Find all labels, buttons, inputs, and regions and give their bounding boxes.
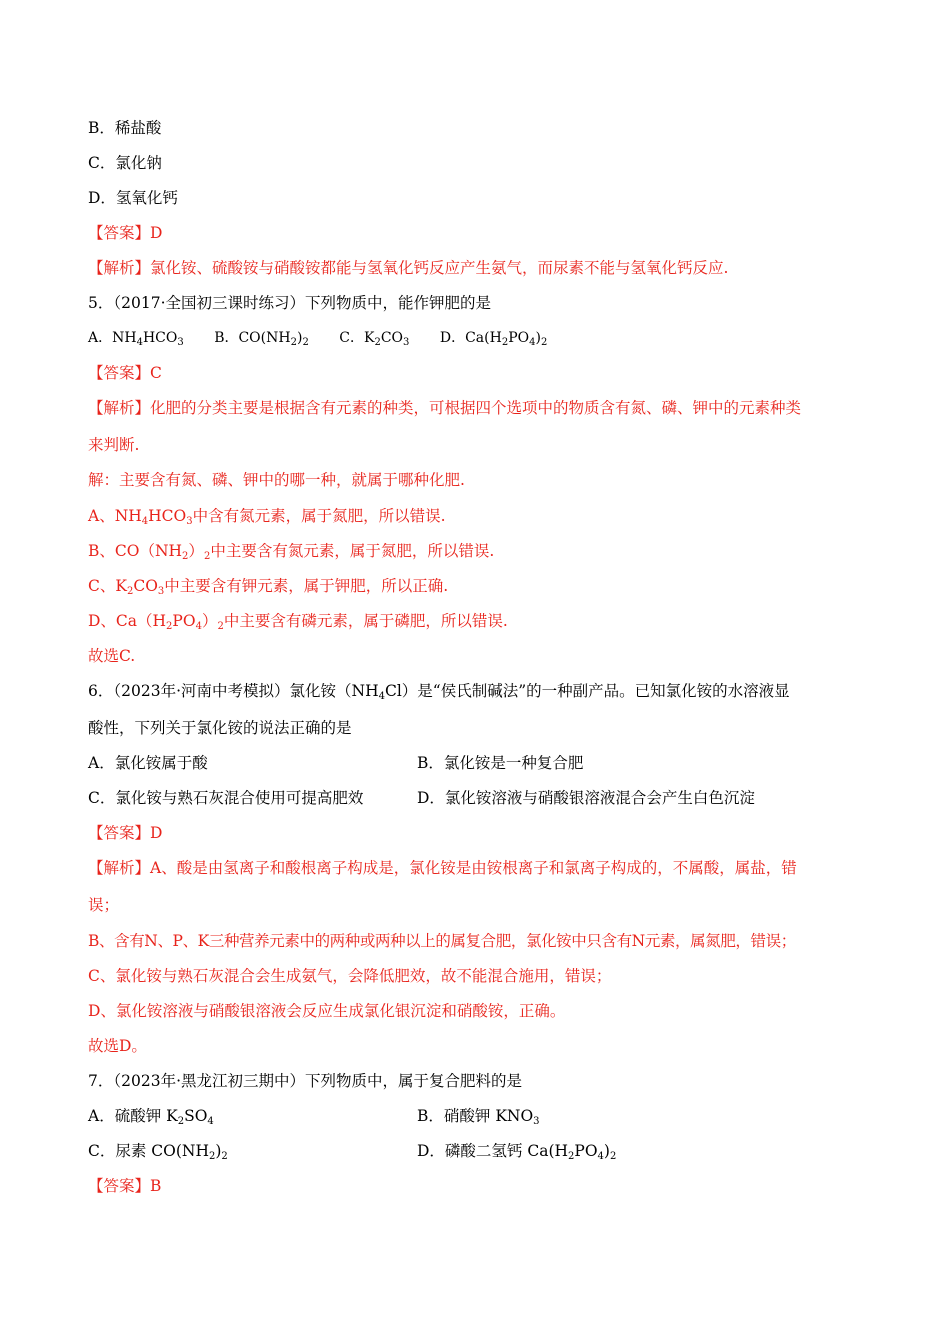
q4-analysis: 【解析】氯化铵、硫酸铵与硝酸铵都能与氢氧化钙反应产生氨气，而尿素不能与氢氧化钙反应. bbox=[88, 259, 729, 277]
q5-reason-a: A、$NH_4HCO_3$中含有氮元素，属于氮肥，所以错误. bbox=[88, 507, 446, 527]
q5-option-b: B．$CO(NH_2)_2$ bbox=[214, 330, 309, 348]
q5-analysis-line2: 来判断. bbox=[88, 436, 140, 454]
q6-analysis-line2: 误； bbox=[88, 896, 120, 914]
q6-analysis-b: B、含有N、P、K三种营养元素中的两种或两种以上的属复合肥，氯化铵中只含有N元素，属氮肥，错误； bbox=[88, 932, 796, 950]
q5-option-d: D．$Ca(H_2PO_4)_2$ bbox=[439, 330, 548, 348]
q6-option-a: A．氯化铵属于酸 bbox=[88, 754, 208, 772]
q6-stem-line1: 6．（2023年·河南中考模拟）氯化铵$(NH_4Cl)$是“侯氏制碱法”的一种副产品。已知氯化铵的水溶液显 bbox=[88, 682, 790, 702]
q5-option-c: C．$K_2CO_3$ bbox=[339, 330, 410, 348]
q5-reason-d: D、$Ca(H_2PO_4)_2$中主要含有磷元素，属于磷肥，所以错误. bbox=[88, 612, 508, 632]
q7-stem: 7．（2023年·黑龙江初三期中）下列物质中，属于复合肥料的是 bbox=[88, 1072, 523, 1090]
q5-answer: 【答案】C bbox=[88, 364, 162, 382]
q4-answer: 【答案】D bbox=[88, 224, 163, 242]
q6-conclusion: 故选D。 bbox=[88, 1037, 147, 1055]
q7-option-a: A．硫酸钾 $K_2SO_4$ bbox=[88, 1107, 214, 1127]
q5-conclusion: 故选C. bbox=[88, 647, 136, 665]
q4-option-c: C．氯化钠 bbox=[88, 154, 162, 172]
q5-option-a: A．$NH_4HCO_3$ bbox=[88, 330, 184, 348]
q7-option-c: C．尿素 $CO(NH_2)_2$ bbox=[88, 1142, 228, 1162]
q7-answer: 【答案】B bbox=[88, 1177, 162, 1195]
q6-stem-line2: 酸性，下列关于氯化铵的说法正确的是 bbox=[88, 719, 352, 737]
q6-option-c: C．氯化铵与熟石灰混合使用可提高肥效 bbox=[88, 789, 364, 807]
q6-analysis-d: D、氯化铵溶液与硝酸银溶液会反应生成氯化银沉淀和硝酸铵，正确。 bbox=[88, 1002, 566, 1020]
q6-analysis-line1: 【解析】A、酸是由氢离子和酸根离子构成是，氯化铵是由铵根离子和氯离子构成的，不属酸，属盐，错 bbox=[88, 859, 797, 877]
q5-reason-b: B、$CO(NH_2)_2$中主要含有氮元素，属于氮肥，所以错误. bbox=[88, 542, 495, 562]
q5-stem: 5．（2017·全国初三课时练习）下列物质中，能作钾肥的是 bbox=[88, 294, 492, 312]
q4-option-d: D．氢氧化钙 bbox=[88, 189, 178, 207]
q5-options bbox=[88, 328, 547, 353]
q5-solution: 解：主要含有氮、磷、钾中的哪一种，就属于哪种化肥. bbox=[88, 471, 465, 489]
q6-answer: 【答案】D bbox=[88, 824, 163, 842]
q6-analysis-c: C、氯化铵与熟石灰混合会生成氨气，会降低肥效，故不能混合施用，错误； bbox=[88, 967, 612, 985]
q6-option-d: D．氯化铵溶液与硝酸银溶液混合会产生白色沉淀 bbox=[417, 789, 755, 807]
q7-option-b: B．硝酸钾 $KNO_3$ bbox=[417, 1107, 540, 1127]
q4-option-b: B．稀盐酸 bbox=[88, 119, 162, 137]
q5-reason-c: C、$K_2CO_3$中主要含有钾元素，属于钾肥，所以正确. bbox=[88, 577, 449, 597]
q6-option-b: B．氯化铵是一种复合肥 bbox=[417, 754, 584, 772]
q5-analysis-line1: 【解析】化肥的分类主要是根据含有元素的种类，可根据四个选项中的物质含有氮、磷、钾中的元素种类 bbox=[88, 399, 802, 417]
q7-option-d: D．磷酸二氢钙 $Ca(H_2PO_4)_2$ bbox=[417, 1142, 617, 1162]
